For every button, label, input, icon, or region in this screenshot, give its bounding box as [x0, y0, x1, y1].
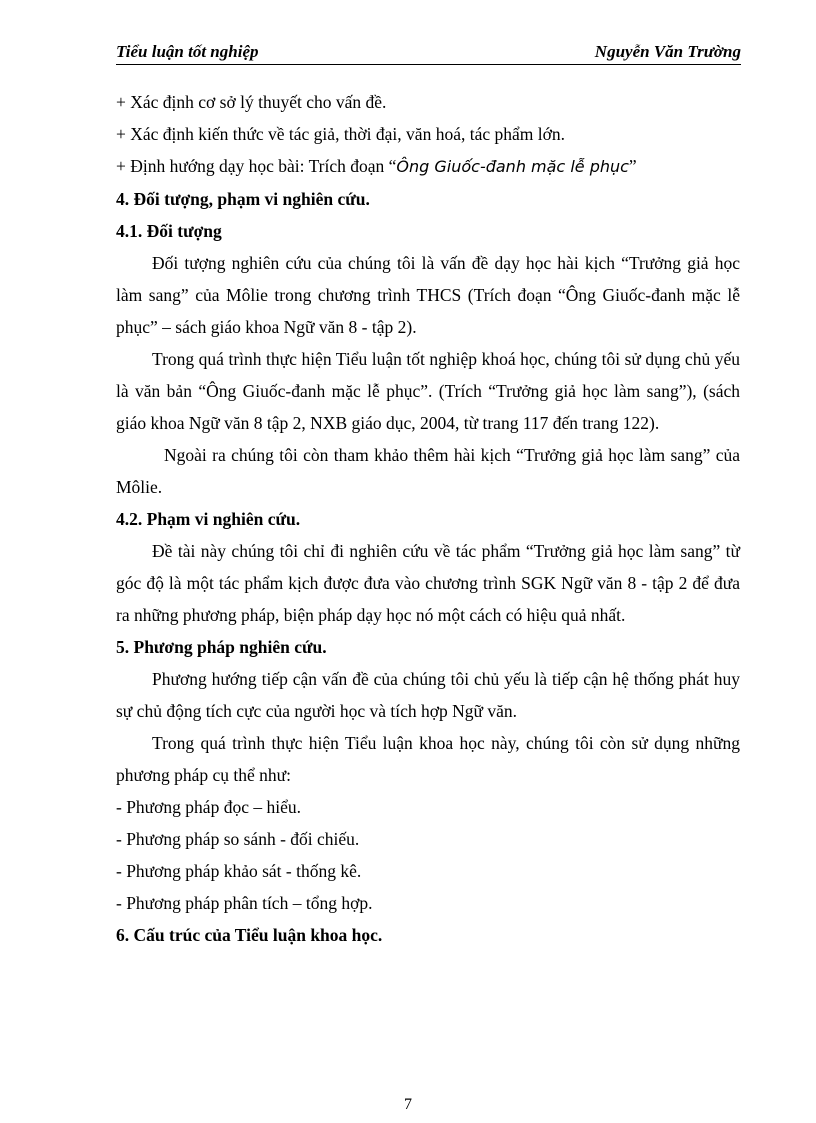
bullet-line-2: + Xác định kiến thức về tác giả, thời đại, văn hoá, tác phẩm lớn.	[116, 124, 565, 144]
page-number: 7	[404, 1096, 412, 1113]
paragraph-approach: Phương hướng tiếp cận vấn đề của chúng tôi chủ yếu là tiếp cận hệ thống phát huy sự chủ động tích cực của người học và tích hợp Ngữ văn.	[116, 669, 740, 721]
paragraph-methods-intro: Trong quá trình thực hiện Tiểu luận khoa học này, chúng tôi còn sử dụng những phương pháp cụ thể như:	[116, 733, 740, 785]
paragraph-reference: Ngoài ra chúng tôi còn tham khảo thêm hài kịch “Trưởng giả học làm sang” của Môlie.	[116, 445, 740, 497]
method-item-4: - Phương pháp phân tích – tổng hợp.	[116, 893, 373, 913]
paragraph-object: Đối tượng nghiên cứu của chúng tôi là vấn đề dạy học hài kịch “Trưởng giả học làm sang” của Môlie trong chương trình THCS (Trích đoạn “Ông Giuốc-đanh mặc lễ phục” – sách giáo khoa Ngữ văn 8 - tập 2).	[116, 253, 740, 337]
section-heading-5: 5. Phương pháp nghiên cứu.	[116, 637, 327, 657]
header-author: Nguyễn Văn Trường	[594, 42, 741, 61]
method-item-2: - Phương pháp so sánh - đối chiếu.	[116, 829, 360, 849]
bullet-line-1: + Xác định cơ sở lý thuyết cho vấn đề.	[116, 92, 387, 112]
method-item-3: - Phương pháp khảo sát - thống kê.	[116, 861, 362, 881]
section-heading-4-2: 4.2. Phạm vi nghiên cứu.	[116, 509, 301, 529]
paragraph-process: Trong quá trình thực hiện Tiểu luận tốt nghiệp khoá học, chúng tôi sử dụng chủ yếu là văn bản “Ông Giuốc-đanh mặc lễ phục”. (Trích “Trưởng giả học làm sang”), (sách giáo khoa Ngữ văn 8 tập 2, NXB giáo dục, 2004, từ trang 117 đến trang 122).	[116, 349, 740, 433]
document-body	[116, 86, 740, 951]
bullet-line-3	[116, 150, 740, 183]
paragraph-scope: Đề tài này chúng tôi chỉ đi nghiên cứu về tác phẩm “Trưởng giả học làm sang” từ góc độ là một tác phẩm kịch được đưa vào chương trình SGK Ngữ văn 8 - tập 2 để đưa ra những phương pháp, biện pháp dạy học nó một cách có hiệu quả nhất.	[116, 541, 740, 625]
section-heading-4: 4. Đối tượng, phạm vi nghiên cứu.	[116, 189, 370, 209]
header-title: Tiểu luận tốt nghiệp	[116, 42, 259, 61]
bullet-line-3-prefix: + Định hướng dạy học bài: Trích đoạn “	[116, 156, 397, 176]
bullet-line-3-suffix: ”	[628, 156, 637, 176]
section-heading-6: 6. Cấu trúc của Tiểu luận khoa học.	[116, 925, 383, 945]
method-item-1: - Phương pháp đọc – hiểu.	[116, 797, 301, 817]
excerpt-title: Ông Giuốc-đanh mặc lễ phục	[396, 157, 629, 176]
page-header	[116, 42, 741, 65]
section-heading-4-1: 4.1. Đối tượng	[116, 221, 222, 241]
